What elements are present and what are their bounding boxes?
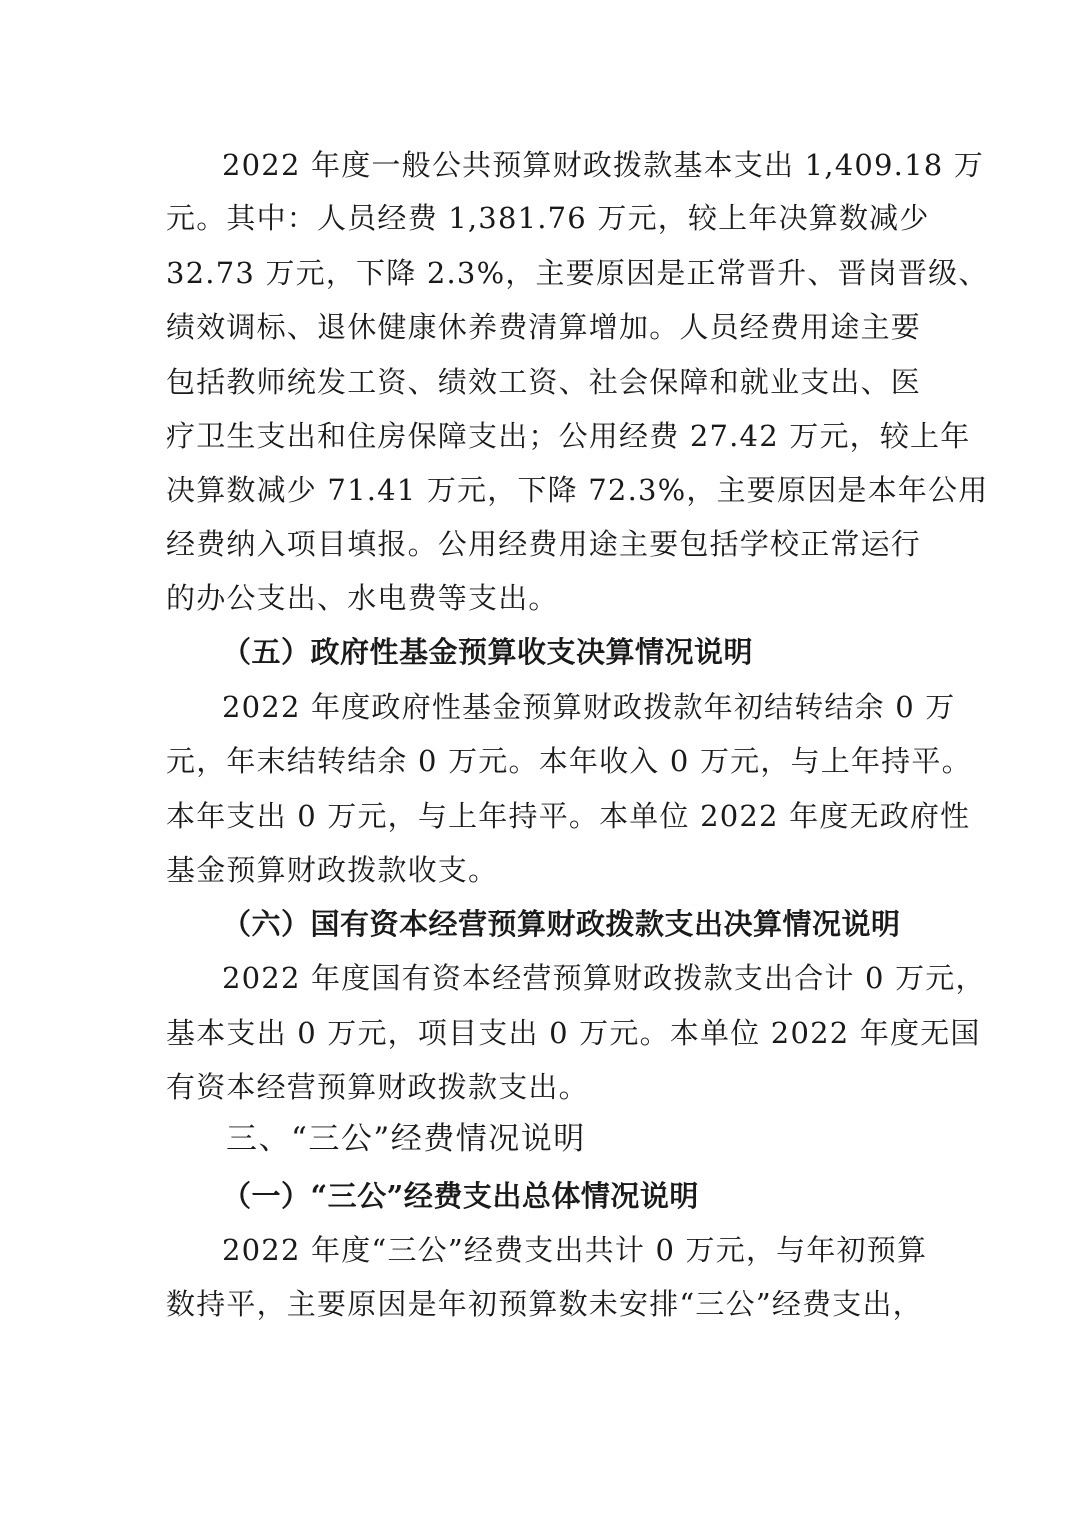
text-line: 基金预算财政拨款收支。 (166, 853, 499, 887)
text-line: 基本支出 0 万元，项目支出 0 万元。本单位 2022 年度无国 (166, 1016, 981, 1050)
text-line: 32.73 万元，下降 2.3%，主要原因是正常晋升、晋岗晋级、 (166, 256, 989, 290)
text-line: 包括教师统发工资、绩效工资、社会保障和就业支出、医 (166, 365, 922, 399)
section-heading: （六）国有资本经营预算财政拨款支出决算情况说明 (222, 907, 901, 941)
text-line: 2022 年度政府性基金预算财政拨款年初结转结余 0 万 (222, 690, 956, 724)
text-line: 2022 年度“三公”经费支出共计 0 万元，与年初预算 (222, 1233, 928, 1267)
text-line: 元。其中：人员经费 1,381.76 万元，较上年决算数减少 (166, 201, 930, 235)
text-line: 2022 年度一般公共预算财政拨款基本支出 1,409.18 万 (222, 148, 984, 182)
text-line: 2022 年度国有资本经营预算财政拨款支出合计 0 万元， (222, 961, 986, 995)
section-heading: （一）“三公”经费支出总体情况说明 (222, 1179, 699, 1213)
text-line: 决算数减少 71.41 万元，下降 72.3%，主要原因是本年公用 (166, 473, 989, 507)
text-line: 经费纳入项目填报。公用经费用途主要包括学校正常运行 (166, 527, 922, 561)
text-line: 的办公支出、水电费等支出。 (166, 581, 559, 615)
text-line: 本年支出 0 万元，与上年持平。本单位 2022 年度无政府性 (166, 799, 971, 833)
text-line: 数持平，主要原因是年初预算数未安排“三公”经费支出， (166, 1287, 923, 1321)
text-line: 有资本经营预算财政拨款支出。 (166, 1070, 589, 1104)
text-line: 绩效调标、退休健康休养费清算增加。人员经费用途主要 (166, 310, 922, 344)
text-line: 元，年末结转结余 0 万元。本年收入 0 万元，与上年持平。 (166, 744, 972, 778)
text-line: 疗卫生支出和住房保障支出；公用经费 27.42 万元，较上年 (166, 419, 971, 453)
chapter-heading: 三、“三公”经费情况说明 (226, 1121, 586, 1157)
section-heading: （五）政府性基金预算收支决算情况说明 (222, 635, 754, 669)
